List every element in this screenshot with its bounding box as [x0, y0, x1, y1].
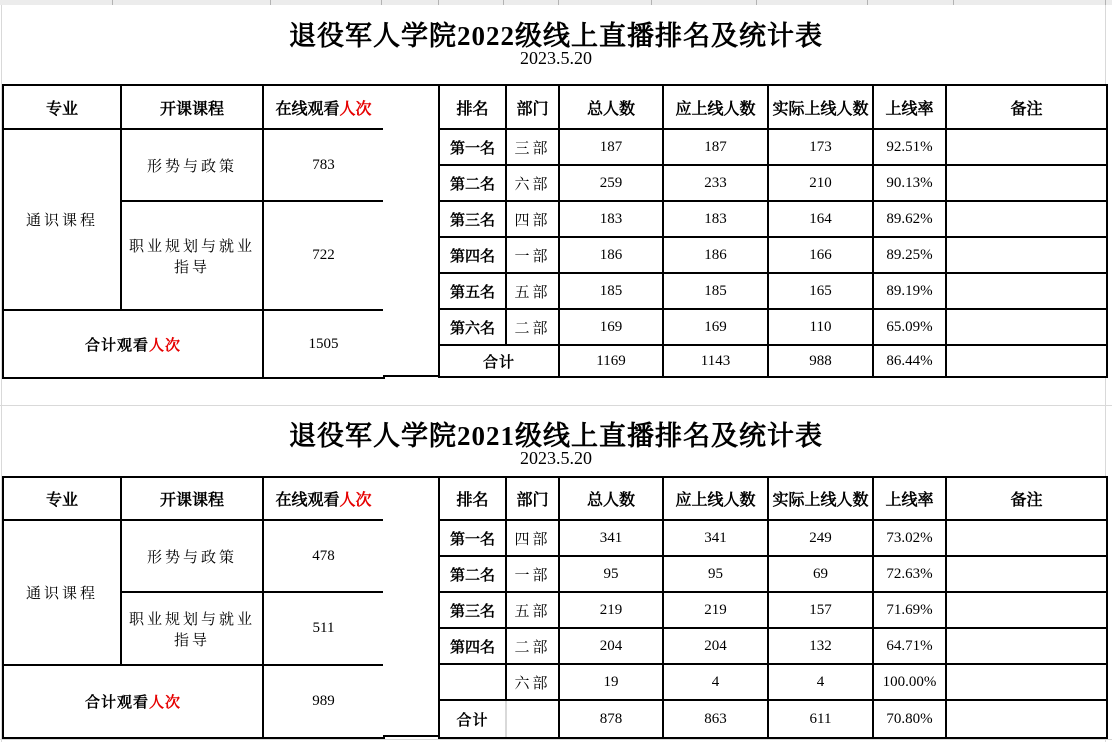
total-views-label: 合计观看人次: [3, 665, 263, 738]
note-cell: [946, 520, 1107, 556]
major-header: 专业: [3, 477, 121, 520]
rate-header: 上线率: [873, 85, 946, 129]
course-cell: 形势与政策: [121, 520, 263, 592]
actual-header: 实际上线人数: [768, 477, 873, 520]
rate-cell: 73.02%: [873, 520, 946, 556]
total-header: 总人数: [559, 477, 663, 520]
dept-cell: 四部: [506, 520, 559, 556]
total-views-cell: 989: [263, 665, 384, 738]
rank-row: [439, 628, 1107, 664]
rank-row: [439, 309, 1107, 345]
rank-row: [439, 201, 1107, 237]
expected-header: 应上线人数: [663, 477, 768, 520]
unranked-row: [439, 664, 1107, 700]
rate-cell: 86.44%: [873, 345, 946, 377]
rank-row: [439, 165, 1107, 201]
actual-cell: 249: [768, 520, 873, 556]
course-header: 开课课程: [121, 477, 263, 520]
rank-row: [439, 556, 1107, 592]
rank-cell: 第六名: [439, 309, 506, 345]
expected-cell: 204: [663, 628, 768, 664]
rank-cell: 第一名: [439, 129, 506, 165]
actual-cell: 166: [768, 237, 873, 273]
total-cell: 185: [559, 273, 663, 309]
total-views-row: [3, 310, 384, 378]
dept-cell: 二部: [506, 628, 559, 664]
rank-row: [439, 237, 1107, 273]
expected-cell: 95: [663, 556, 768, 592]
note-cell: [946, 628, 1107, 664]
note-cell: [946, 592, 1107, 628]
ranking-table-2022: [438, 84, 1108, 378]
rank-cell: [439, 664, 506, 700]
views-cell: 722: [263, 201, 384, 310]
expected-cell: 183: [663, 201, 768, 237]
actual-cell: 173: [768, 129, 873, 165]
note-cell: [946, 700, 1107, 738]
rate-cell: 100.00%: [873, 664, 946, 700]
dept-header: 部门: [506, 477, 559, 520]
spacer-column: [383, 84, 438, 377]
note-cell: [946, 556, 1107, 592]
total-label: 合计: [439, 700, 506, 738]
rank-cell: 第四名: [439, 628, 506, 664]
note-cell: [946, 345, 1107, 377]
total-cell: 187: [559, 129, 663, 165]
actual-header: 实际上线人数: [768, 85, 873, 129]
total-cell: 341: [559, 520, 663, 556]
total-row: [439, 345, 1107, 377]
actual-cell: 132: [768, 628, 873, 664]
gridline-section-divider: [0, 405, 1112, 406]
section2-date: 2023.5.20: [520, 448, 592, 468]
total-cell: 186: [559, 237, 663, 273]
expected-cell: 186: [663, 237, 768, 273]
section2-title: 退役军人学院2021级线上直播排名及统计表: [289, 421, 823, 451]
rate-header: 上线率: [873, 477, 946, 520]
note-header: 备注: [946, 477, 1107, 520]
rate-cell: 89.19%: [873, 273, 946, 309]
rate-cell: 72.63%: [873, 556, 946, 592]
dept-cell: 五部: [506, 592, 559, 628]
rate-cell: 71.69%: [873, 592, 946, 628]
ranking-table-2021: [438, 476, 1108, 739]
note-cell: [946, 237, 1107, 273]
total-cell: 259: [559, 165, 663, 201]
major-header: 专业: [3, 85, 121, 129]
rate-cell: 89.62%: [873, 201, 946, 237]
views-table-2022: [2, 84, 385, 379]
note-cell: [946, 129, 1107, 165]
actual-cell: 110: [768, 309, 873, 345]
rank-row: [439, 273, 1107, 309]
expected-cell: 233: [663, 165, 768, 201]
rate-cell: 64.71%: [873, 628, 946, 664]
actual-cell: 164: [768, 201, 873, 237]
dept-cell: 一部: [506, 237, 559, 273]
actual-cell: 611: [768, 700, 873, 738]
total-cell: 204: [559, 628, 663, 664]
views-table-2021: [2, 476, 385, 739]
rate-cell: 92.51%: [873, 129, 946, 165]
expected-cell: 187: [663, 129, 768, 165]
major-cell: 通识课程: [3, 129, 121, 310]
rank-cell: 第二名: [439, 556, 506, 592]
expected-cell: 1143: [663, 345, 768, 377]
rate-cell: 89.25%: [873, 237, 946, 273]
rate-cell: 90.13%: [873, 165, 946, 201]
dept-header: 部门: [506, 85, 559, 129]
actual-cell: 157: [768, 592, 873, 628]
rank-row: [439, 129, 1107, 165]
course-row: [3, 129, 384, 201]
note-cell: [946, 201, 1107, 237]
expected-cell: 219: [663, 592, 768, 628]
course-row: [3, 520, 384, 592]
dept-cell: 二部: [506, 309, 559, 345]
course-cell: 职业规划与就业指导: [121, 201, 263, 310]
expected-header: 应上线人数: [663, 85, 768, 129]
course-cell: 形势与政策: [121, 129, 263, 201]
rank-row: [439, 520, 1107, 556]
total-cell: 219: [559, 592, 663, 628]
total-cell: 95: [559, 556, 663, 592]
actual-cell: 988: [768, 345, 873, 377]
total-cell: 19: [559, 664, 663, 700]
table-header-row: [439, 85, 1107, 129]
rank-cell: 第四名: [439, 237, 506, 273]
expected-cell: 169: [663, 309, 768, 345]
rank-cell: 第三名: [439, 201, 506, 237]
note-header: 备注: [946, 85, 1107, 129]
total-header: 总人数: [559, 85, 663, 129]
rank-row: [439, 592, 1107, 628]
expected-cell: 4: [663, 664, 768, 700]
total-label: 合计: [439, 345, 559, 377]
rank-cell: 第一名: [439, 520, 506, 556]
dept-cell: 五部: [506, 273, 559, 309]
views-cell: 783: [263, 129, 384, 201]
table-header-row: [3, 477, 384, 520]
spacer-column: [383, 476, 438, 737]
views-cell: 511: [263, 592, 384, 665]
total-views-label: 合计观看人次: [3, 310, 263, 378]
rank-cell: 第五名: [439, 273, 506, 309]
views-header: 在线观看人次: [263, 85, 384, 129]
dept-cell: 四部: [506, 201, 559, 237]
rank-cell: 第二名: [439, 165, 506, 201]
total-cell: 1169: [559, 345, 663, 377]
note-cell: [946, 165, 1107, 201]
gridline-bottom: [0, 739, 1112, 740]
note-cell: [946, 664, 1107, 700]
section1-title: 退役军人学院2022级线上直播排名及统计表: [289, 21, 823, 51]
expected-cell: 185: [663, 273, 768, 309]
rate-cell: 70.80%: [873, 700, 946, 738]
dept-cell: 六部: [506, 664, 559, 700]
rate-cell: 65.09%: [873, 309, 946, 345]
table-header-row: [439, 477, 1107, 520]
note-cell: [946, 309, 1107, 345]
total-cell: 169: [559, 309, 663, 345]
actual-cell: 4: [768, 664, 873, 700]
course-cell: 职业规划与就业指导: [121, 592, 263, 665]
rank-header: 排名: [439, 477, 506, 520]
total-views-row: [3, 665, 384, 738]
rank-header: 排名: [439, 85, 506, 129]
expected-cell: 341: [663, 520, 768, 556]
views-header: 在线观看人次: [263, 477, 384, 520]
dept-cell: 三部: [506, 129, 559, 165]
dept-cell: 一部: [506, 556, 559, 592]
table-header-row: [3, 85, 384, 129]
dept-cell: 六部: [506, 165, 559, 201]
actual-cell: 69: [768, 556, 873, 592]
total-row: [439, 700, 1107, 738]
views-cell: 478: [263, 520, 384, 592]
total-views-cell: 1505: [263, 310, 384, 378]
total-cell: 183: [559, 201, 663, 237]
cropped-row-strip: [0, 0, 1112, 5]
rank-cell: 第三名: [439, 592, 506, 628]
expected-cell: 863: [663, 700, 768, 738]
note-cell: [946, 273, 1107, 309]
course-header: 开课课程: [121, 85, 263, 129]
section1-date: 2023.5.20: [520, 48, 592, 68]
actual-cell: 165: [768, 273, 873, 309]
actual-cell: 210: [768, 165, 873, 201]
dept-cell: [506, 700, 559, 738]
total-cell: 878: [559, 700, 663, 738]
major-cell: 通识课程: [3, 520, 121, 665]
